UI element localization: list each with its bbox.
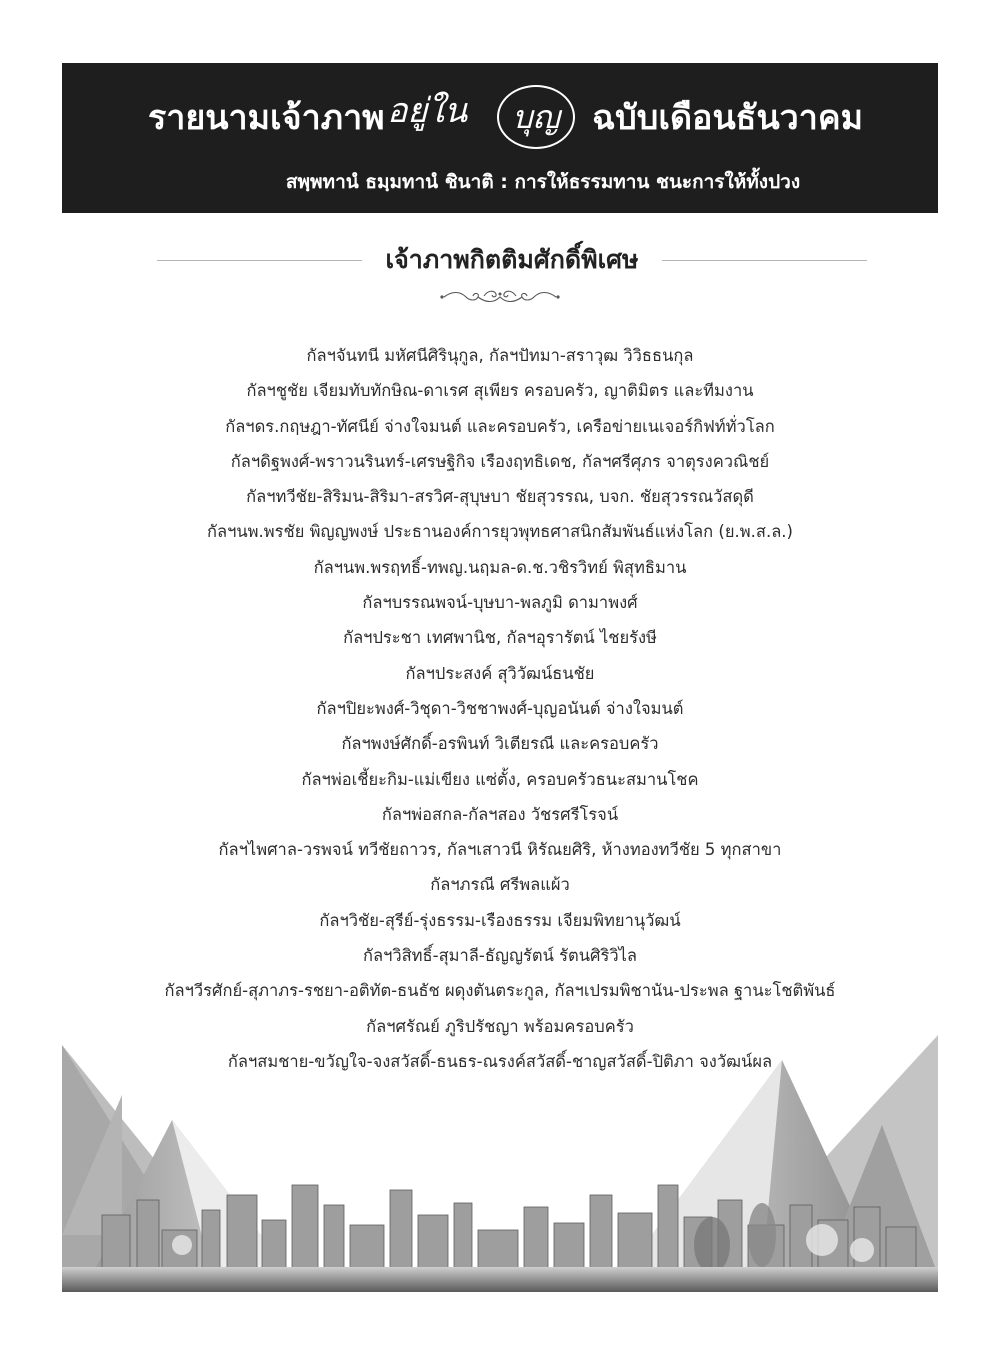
sponsor-names-list [0,338,1000,1079]
list-item: กัลฯจันทนี มหัศนีศิรินุกูล, กัลฯปัทมา-สราวุฒ วิวิธธนกุล [306,346,694,365]
list-item: กัลฯวิสิทธิ์-สุมาลี-ธัญญรัตน์ รัตนศิริวิไล [362,946,638,966]
list-item: กัลฯไพศาล-วรพจน์ ทวีชัยถาวร, กัลฯเสาวนี หิรัณยศิริ, ห้างทองทวีชัย 5 ทุกสาขา [218,840,782,860]
list-item: กัลฯชูชัย เจียมทับทักษิณ-ดาเรศ สุเพียร ครอบครัว, ญาติมิตร และทีมงาน [246,381,754,401]
list-item: กัลฯปิยะพงศ์-วิชุดา-วิชชาพงศ์-บุญอนันต์ จ่างใจมนต์ [316,698,684,718]
list-item: กัลฯพ่อสกล-กัลฯสอง วัชรศรีโรจน์ [381,804,619,824]
list-item: กัลฯวิชัย-สุรีย์-รุ่งธรรม-เรืองธรรม เจียมพิทยานุวัฒน์ [319,910,681,930]
list-item: กัลฯดร.กฤษฎา-ทัศนีย์ จ่างใจมนต์ และครอบครัว, เครือข่ายเนเจอร์กิฟท์ทั่วโลก [225,416,775,436]
list-item: กัลฯนพ.พรชัย พิญญพงษ์ ประธานองค์การยุวพุทธศาสนิกสัมพันธ์แห่งโลก (ย.พ.ส.ล.) [207,522,793,542]
ornamental-flourish-icon [438,287,562,307]
divider-left [157,260,362,261]
list-item: กัลฯพ่อเชี้ยะกิม-แม่เขียง แซ่ตั้ง, ครอบครัวธนะสมานโชค [301,769,699,789]
section-heading [157,240,867,280]
list-item: กัลฯดิฐพงศ์-พราวนรินทร์-เศรษฐิกิจ เรืองฤทธิเดช, กัลฯศรีศุภร จาตุรงควณิชย์ [230,451,770,471]
logo-text-part2: บุญ [512,98,560,136]
section-title: เจ้าภาพกิตติมศักดิ์พิเศษ [385,245,639,274]
magazine-logo [387,81,577,159]
header-title-right: ฉบับเดือนธันวาคม [592,98,864,138]
list-item: กัลฯนพ.พรฤทธิ์-ทพญ.นฤมล-ด.ช.วชิรวิทย์ พิสุทธิมาน [313,557,687,577]
header-subtitle: สพฺพทานํ ธมฺมทานํ ชินาติ : การให้ธรรมทาน ชนะการให้ทั้งปวง [285,171,801,193]
header-banner [62,63,938,213]
list-item: กัลฯสมชาย-ขวัญใจ-จงสวัสดิ์-ธนธร-ณรงค์สวัสดิ์-ชาญสวัสดิ์-ปิติภา จงวัฒน์ผล [227,1051,773,1071]
list-item: กัลฯบรรณพจน์-บุษบา-พลภูมิ ดามาพงศ์ [362,593,638,613]
list-item: กัลฯทวีชัย-สิริมน-สิริมา-สรวิศ-สุบุษบา ชัยสุวรรณ, บจก. ชัยสุวรรณวัสดุดี [246,487,754,507]
list-item: กัลฯภรณี ศรีพลแผ้ว [430,875,570,895]
pyramids-illustration-icon [62,1035,938,1292]
logo-text-part1: อยู่ใน [387,91,468,131]
header-title-left: รายนามเจ้าภาพ [148,98,385,138]
divider-right [662,260,867,261]
logo-circle [497,85,575,149]
list-item: กัลฯประสงค์ สุวิวัฒน์ธนชัย [405,663,595,683]
list-item: กัลฯศรัณย์ ภูริปรัชญา พร้อมครอบครัว [366,1016,634,1036]
list-item: กัลฯวีรศักย์-สุภาภร-รชยา-อติทัต-ธนธัช ผดุงตันตระกูล, กัลฯเปรมพิชานัน-ประพล ฐานะโชติพันธ์ [164,981,836,1001]
list-item: กัลฯพงษ์ศักดิ์-อรพินท์ วิเตียรณี และครอบครัว [341,734,659,754]
list-item: กัลฯประชา เทศพานิช, กัลฯอุรารัตน์ ไชยรังษี [343,628,657,648]
